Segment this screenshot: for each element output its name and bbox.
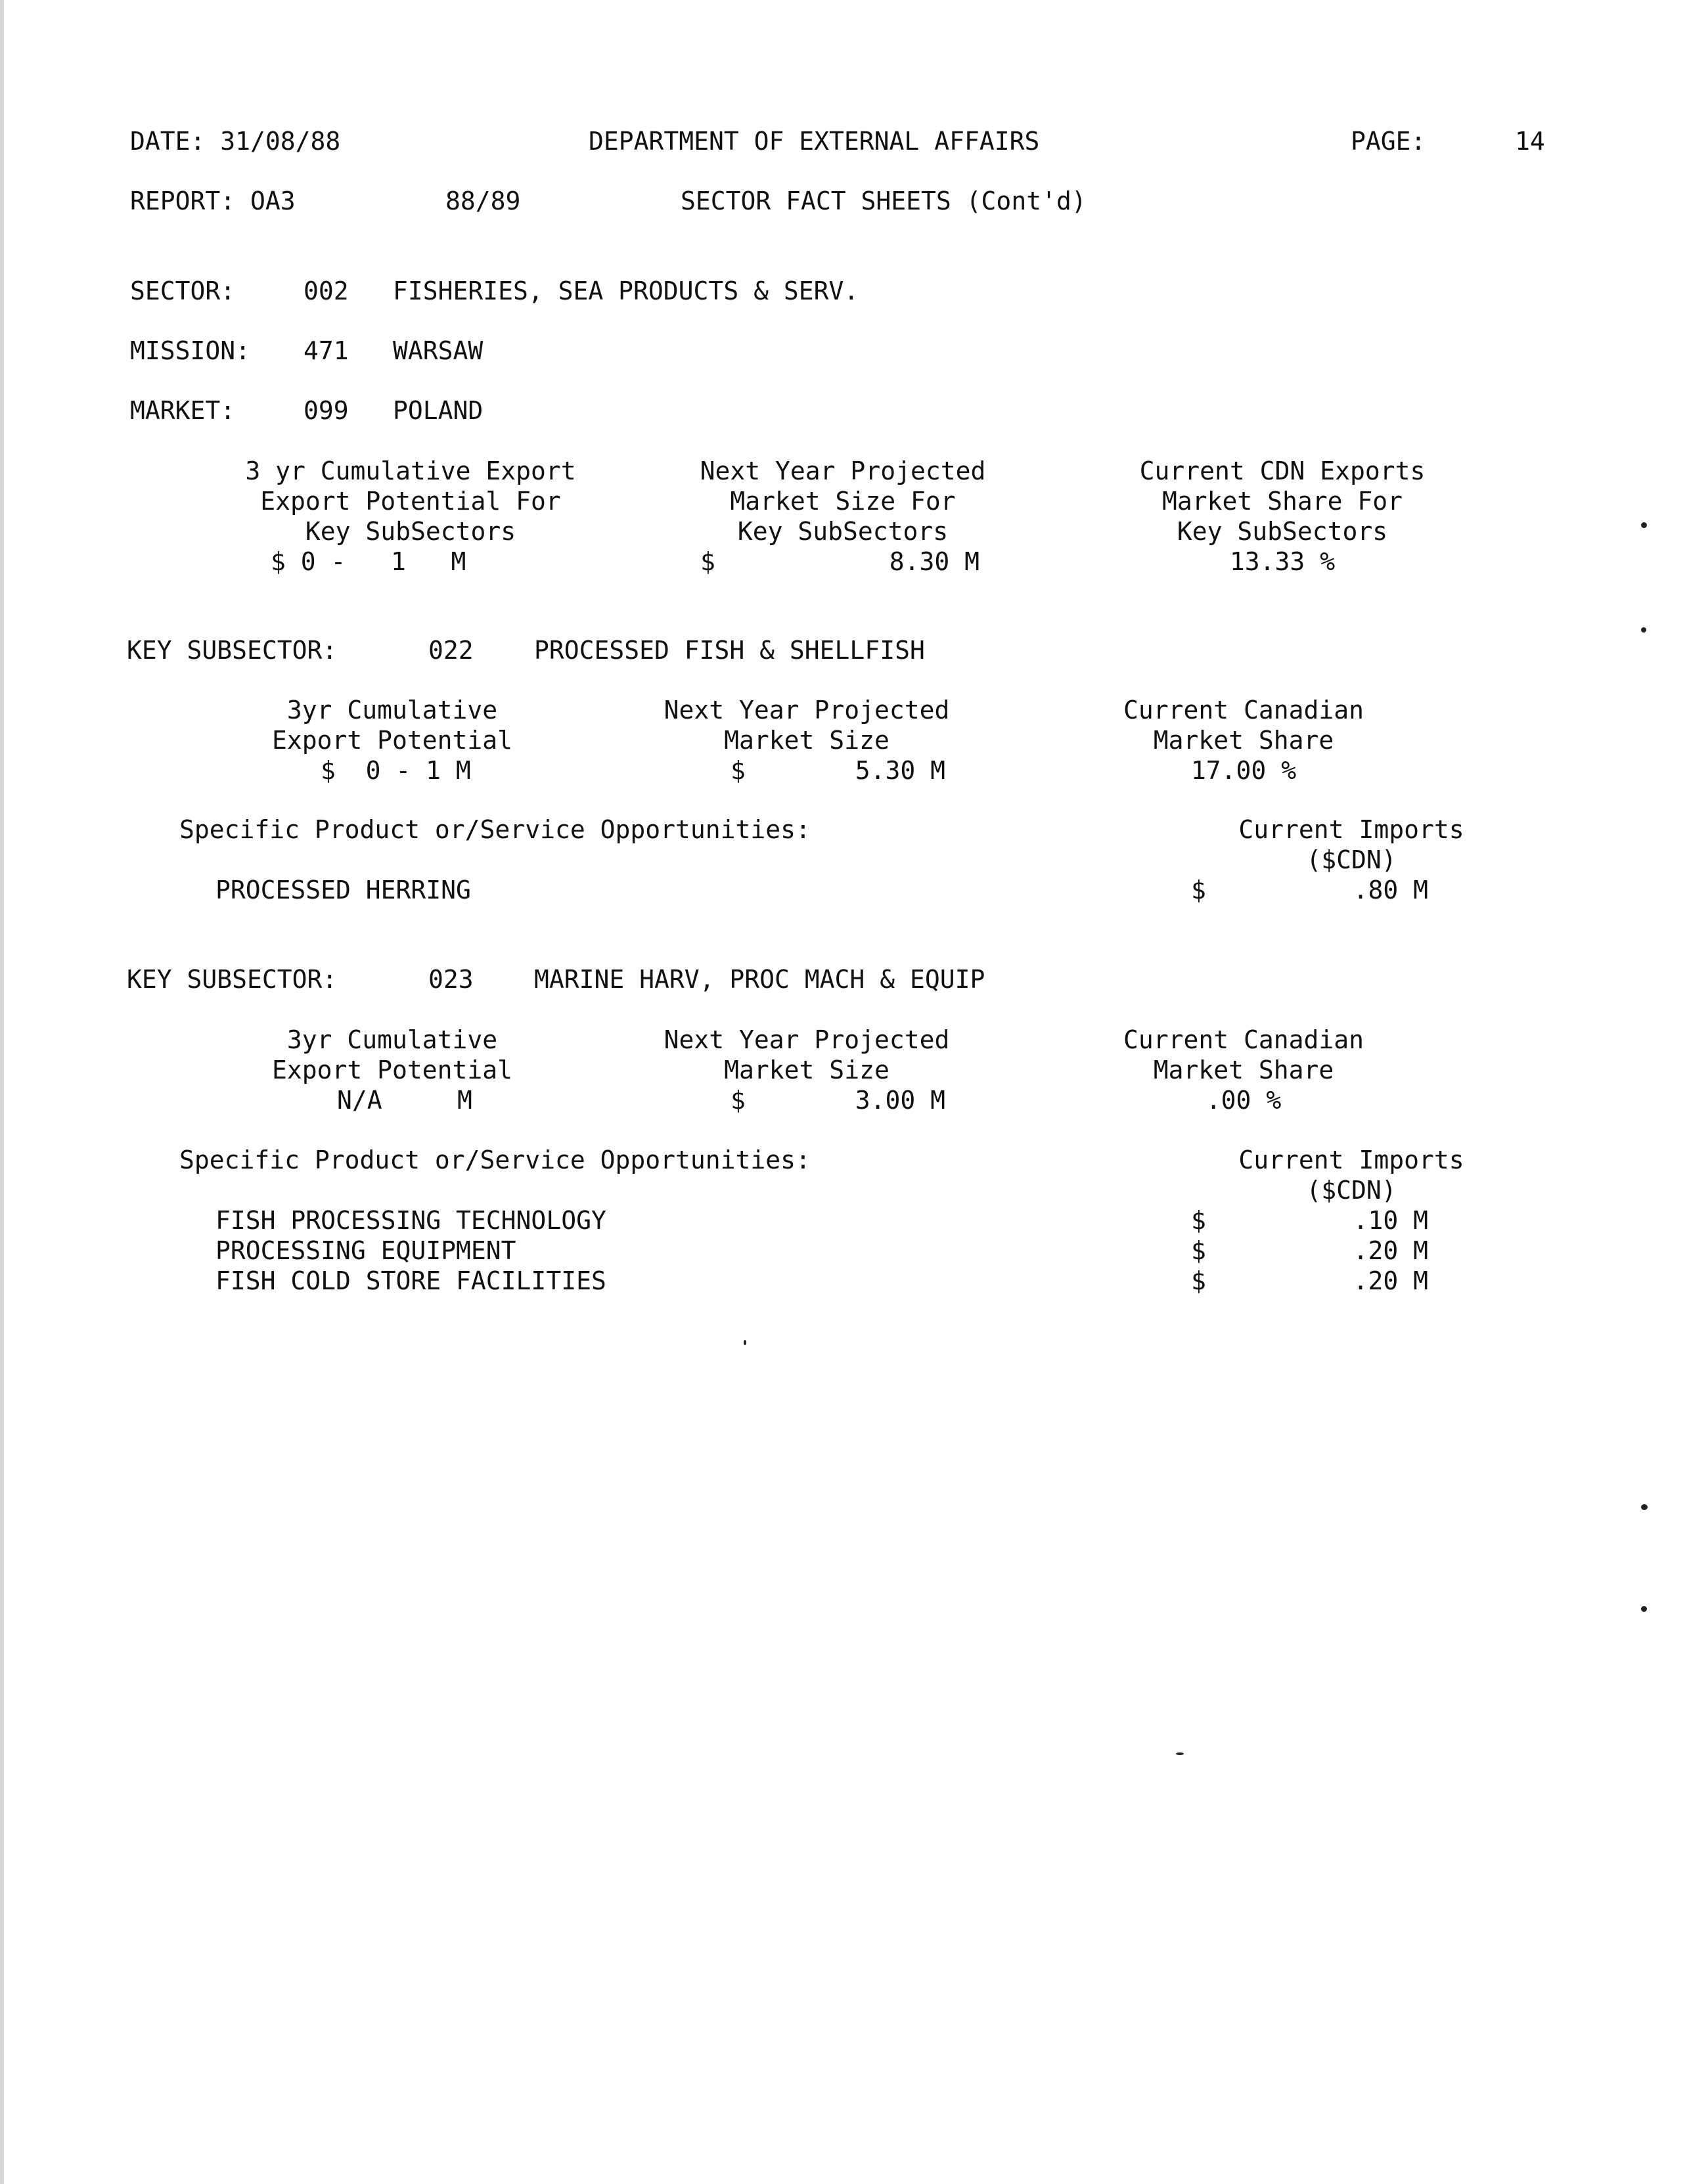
subsector-code: 022 bbox=[428, 636, 474, 665]
summary-col3-line1: Current CDN Exports bbox=[1139, 457, 1426, 485]
sub023-market-share: .00 % bbox=[1205, 1086, 1282, 1115]
sub023-col2-line2: Market Size bbox=[724, 1056, 890, 1084]
market-code: 099 bbox=[304, 396, 349, 425]
sub023-market-size: 3.00 M bbox=[855, 1086, 945, 1115]
summary-col1-line2: Export Potential For bbox=[260, 487, 561, 516]
summary-col2-line1: Next Year Projected bbox=[700, 457, 986, 485]
summary-market-share: 13.33 % bbox=[1229, 547, 1336, 576]
sub022-col3-line2: Market Share bbox=[1153, 726, 1334, 755]
subsector-label: KEY SUBSECTOR: bbox=[127, 965, 338, 994]
sub022-col2-line1: Next Year Projected bbox=[664, 696, 950, 724]
sub023-export-potential: N/A M bbox=[337, 1086, 472, 1115]
sub022-item-currency: $ bbox=[1191, 876, 1206, 904]
sub022-market-size: 5.30 M bbox=[855, 756, 945, 785]
scan-speck bbox=[1641, 522, 1647, 528]
report-id: REPORT: OA3 bbox=[130, 187, 296, 215]
sub023-item-import-value: .20 M bbox=[1353, 1236, 1428, 1265]
sub022-item-name: PROCESSED HERRING bbox=[215, 876, 471, 904]
scan-speck bbox=[744, 1340, 746, 1345]
scan-speck bbox=[1641, 627, 1646, 633]
sub023-market-size-currency: $ bbox=[731, 1086, 746, 1115]
department-title: DEPARTMENT OF EXTERNAL AFFAIRS bbox=[589, 127, 1040, 156]
sub022-imports-label: Current Imports bbox=[1238, 815, 1464, 844]
summary-col1-line3: Key SubSectors bbox=[305, 517, 516, 546]
market-name: POLAND bbox=[393, 396, 484, 425]
sub023-item-currency: $ bbox=[1191, 1206, 1206, 1235]
sub023-item-currency: $ bbox=[1191, 1236, 1206, 1265]
sub022-export-potential: $ 0 - 1 M bbox=[321, 756, 471, 785]
sub023-item-name: FISH COLD STORE FACILITIES bbox=[215, 1266, 606, 1295]
sub022-col3-line1: Current Canadian bbox=[1123, 696, 1364, 724]
sub023-item-currency: $ bbox=[1191, 1266, 1206, 1295]
summary-col3-line3: Key SubSectors bbox=[1177, 517, 1388, 546]
sub022-market-share: 17.00 % bbox=[1190, 756, 1297, 785]
mission-name: WARSAW bbox=[393, 336, 484, 365]
report-date: DATE: 31/08/88 bbox=[130, 127, 341, 156]
market-label: MARKET: bbox=[130, 396, 236, 425]
sub023-col1-line2: Export Potential bbox=[271, 1056, 513, 1084]
page-number: 14 bbox=[1515, 127, 1545, 156]
fiscal-year: 88/89 bbox=[445, 187, 521, 215]
sub023-col1-line1: 3yr Cumulative bbox=[286, 1025, 498, 1054]
sub023-item-import-value: .20 M bbox=[1353, 1266, 1428, 1295]
scan-speck bbox=[1641, 1606, 1647, 1612]
sub022-col1-line2: Export Potential bbox=[271, 726, 513, 755]
scan-speck bbox=[1176, 1752, 1184, 1755]
sub023-imports-unit: ($CDN) bbox=[1306, 1176, 1397, 1205]
summary-col3-line2: Market Share For bbox=[1161, 487, 1403, 516]
scan-edge bbox=[0, 0, 4, 2184]
sector-label: SECTOR: bbox=[130, 277, 236, 305]
sub022-col1-line1: 3yr Cumulative bbox=[286, 696, 498, 724]
sub022-opportunities-label: Specific Product or/Service Opportunities: bbox=[179, 815, 811, 844]
sector-code: 002 bbox=[304, 277, 349, 305]
sub023-col3-line2: Market Share bbox=[1153, 1056, 1334, 1084]
summary-export-potential: $ 0 - 1 M bbox=[271, 547, 466, 576]
sub023-col3-line1: Current Canadian bbox=[1123, 1025, 1364, 1054]
subsector-code: 023 bbox=[428, 965, 474, 994]
mission-code: 471 bbox=[304, 336, 349, 365]
scan-speck bbox=[1641, 1504, 1648, 1510]
sub023-item-import-value: .10 M bbox=[1353, 1206, 1428, 1235]
sub022-col2-line2: Market Size bbox=[724, 726, 890, 755]
report-title: SECTOR FACT SHEETS (Cont'd) bbox=[681, 187, 1087, 215]
sub023-opportunities-label: Specific Product or/Service Opportunities: bbox=[179, 1146, 811, 1174]
sub023-item-name: PROCESSING EQUIPMENT bbox=[215, 1236, 516, 1265]
sub023-item-name: FISH PROCESSING TECHNOLOGY bbox=[215, 1206, 606, 1235]
summary-col2-line3: Key SubSectors bbox=[737, 517, 949, 546]
summary-market-size: 8.30 M bbox=[889, 547, 980, 576]
sub022-item-import-value: .80 M bbox=[1353, 876, 1428, 904]
sub022-market-size-currency: $ bbox=[731, 756, 746, 785]
subsector-label: KEY SUBSECTOR: bbox=[127, 636, 338, 665]
sub023-col2-line1: Next Year Projected bbox=[664, 1025, 950, 1054]
summary-market-size-currency: $ bbox=[700, 547, 715, 576]
summary-col2-line2: Market Size For bbox=[730, 487, 956, 516]
sub022-imports-unit: ($CDN) bbox=[1306, 845, 1397, 874]
subsector-name: MARINE HARV, PROC MACH & EQUIP bbox=[534, 965, 985, 994]
mission-label: MISSION: bbox=[130, 336, 251, 365]
page-label: PAGE: bbox=[1351, 127, 1426, 156]
summary-col1-line1: 3 yr Cumulative Export bbox=[245, 457, 576, 485]
subsector-name: PROCESSED FISH & SHELLFISH bbox=[534, 636, 925, 665]
sector-name: FISHERIES, SEA PRODUCTS & SERV. bbox=[393, 277, 859, 305]
sub023-imports-label: Current Imports bbox=[1238, 1146, 1464, 1174]
